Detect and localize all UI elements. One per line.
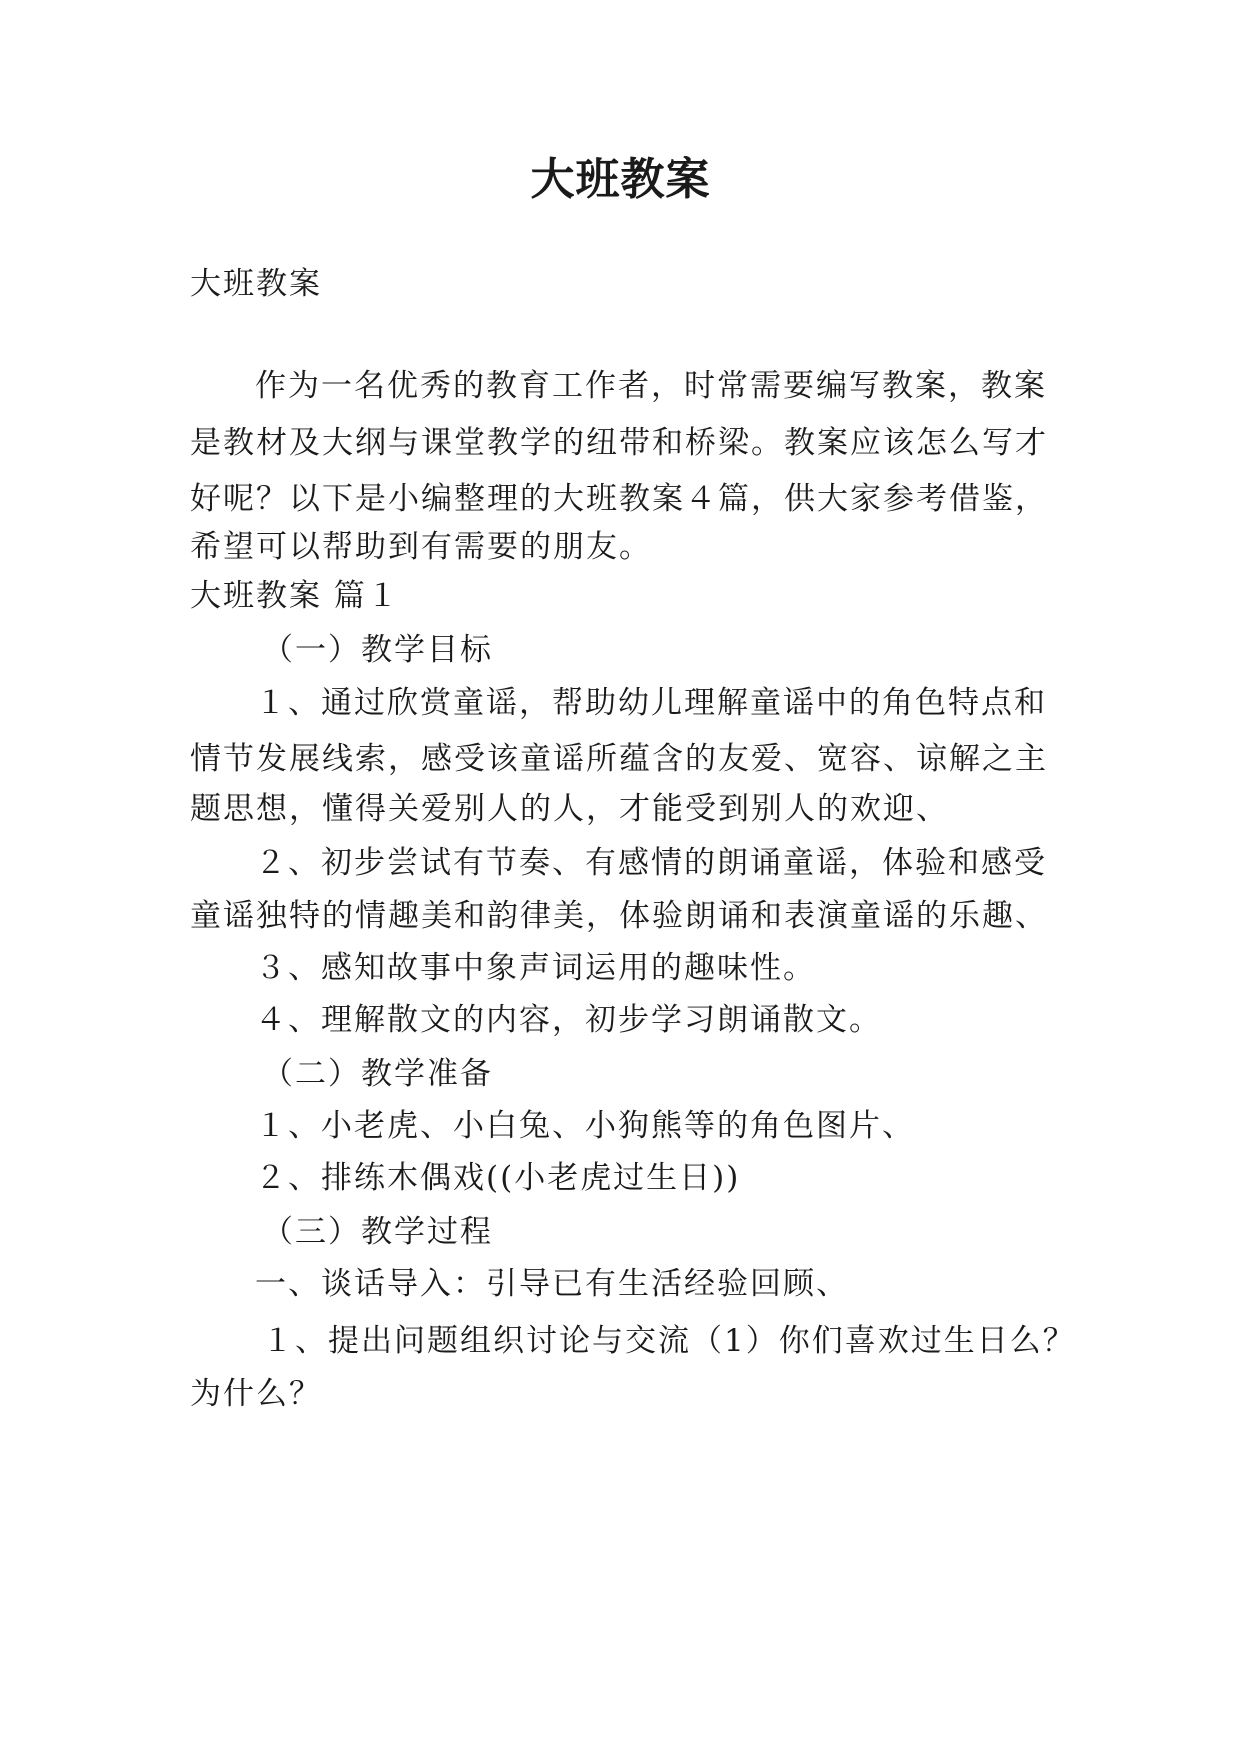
process-heading: （三）教学过程 xyxy=(262,1214,493,1250)
intro-line-1: 作为一名优秀的教育工作者，时常需要编写教案，教案 xyxy=(255,368,1047,404)
section-heading: 大班教案 篇１ xyxy=(190,578,400,614)
goals-heading: （一）教学目标 xyxy=(262,632,493,668)
goal-line-6: ３、感知故事中象声词运用的趣味性。 xyxy=(255,950,816,986)
process-line-1: 一、谈话导入：引导已有生活经验回顾、 xyxy=(255,1266,849,1302)
process-line-3: 为什么？ xyxy=(190,1376,322,1412)
intro-line-3: 好呢？以下是小编整理的大班教案４篇，供大家参考借鉴， xyxy=(190,481,1048,517)
prep-line-2: ２、排练木偶戏((小老虎过生日)) xyxy=(255,1160,741,1196)
goal-line-3: 题思想，懂得关爱别人的人，才能受到别人的欢迎、 xyxy=(190,791,949,827)
document-subtitle: 大班教案 xyxy=(190,266,322,302)
goal-line-5: 童谣独特的情趣美和韵律美，体验朗诵和表演童谣的乐趣、 xyxy=(190,898,1048,934)
process-line-2: １、提出问题组织讨论与交流（1）你们喜欢过生日么？ xyxy=(262,1323,1076,1359)
prep-line-1: １、小老虎、小白兔、小狗熊等的角色图片、 xyxy=(255,1108,915,1144)
intro-line-2: 是教材及大纲与课堂教学的纽带和桥梁。教案应该怎么写才 xyxy=(190,425,1048,461)
goal-line-1: １、通过欣赏童谣，帮助幼儿理解童谣中的角色特点和 xyxy=(255,685,1047,721)
goal-line-2: 情节发展线索，感受该童谣所蕴含的友爱、宽容、谅解之主 xyxy=(190,741,1048,777)
goal-line-4: ２、初步尝试有节奏、有感情的朗诵童谣，体验和感受 xyxy=(255,845,1047,881)
document-title: 大班教案 xyxy=(530,154,711,205)
intro-line-4: 希望可以帮助到有需要的朋友。 xyxy=(190,529,652,565)
prep-heading: （二）教学准备 xyxy=(262,1056,493,1092)
goal-line-7: ４、理解散文的内容，初步学习朗诵散文。 xyxy=(255,1002,882,1038)
